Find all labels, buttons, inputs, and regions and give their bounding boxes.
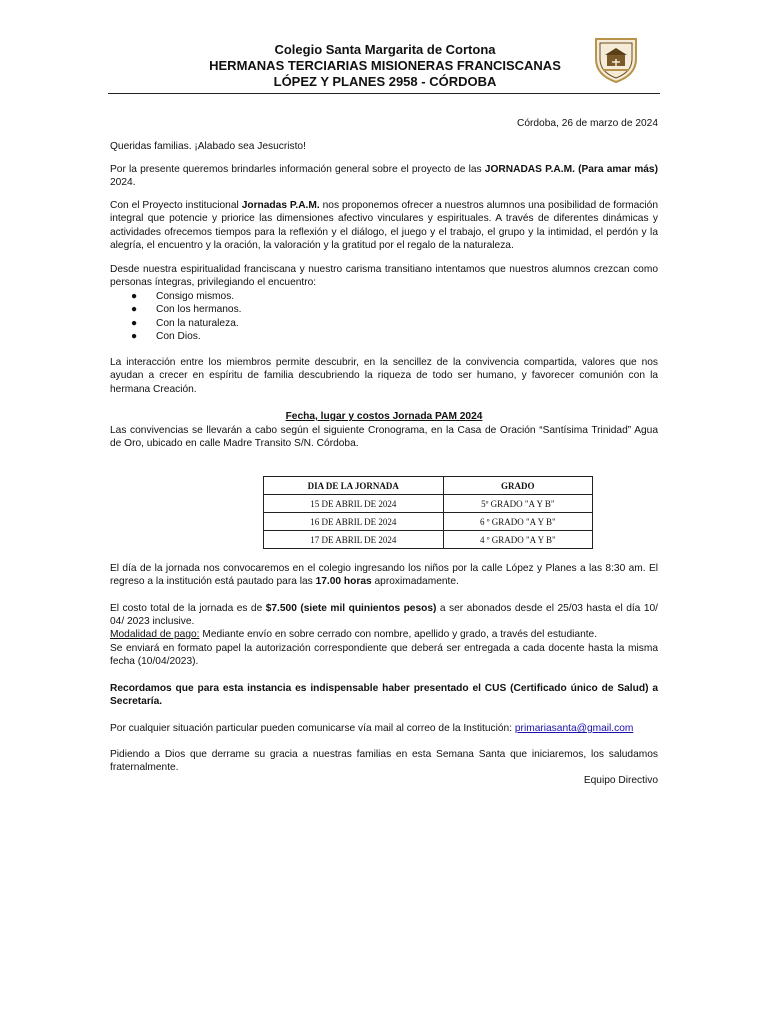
school-name: Colegio Santa Margarita de Cortona: [274, 42, 496, 57]
signature: Equipo Directivo: [583, 775, 658, 786]
closing-paragraph: Pidiendo a Dios que derrame su gracia a nuestras familias en esta Semana Santa que iniciaremos, los saludamos fraternalmente.: [110, 749, 658, 774]
encounter-list: [131, 290, 242, 344]
schedule-intro: Las convivencias se llevarán a cabo según el siguiente Cronograma, en la Casa de Oración “Santísima Trinidad” Agua de Oro, ubicado en calle Madre Transito S/N. Córdoba.: [110, 425, 658, 450]
payment-method: Modalidad de pago: Mediante envío en sobre cerrado con nombre, apellido y grado, a través del estudiante.: [110, 629, 598, 640]
list-item: ● Con Dios.: [131, 331, 201, 343]
column-header-day: DIA DE LA JORNADA: [264, 477, 444, 495]
bullet: ●: [131, 291, 138, 302]
bullet: ●: [131, 304, 138, 316]
cell-grade: 6 º GRADO "A Y B": [443, 513, 592, 531]
column-header-grade: GRADO: [443, 477, 592, 495]
header-divider: [108, 93, 660, 94]
spirituality-paragraph: Desde nuestra espiritualidad franciscana y nuestro carisma transitiano intentamos que nuestros alumnos crezcan como personas íntegras, privilegiando el encuentro:: [110, 264, 658, 289]
table-header-row: [264, 477, 593, 495]
cell-grade: 4 º GRADO "A Y B": [443, 531, 592, 549]
table-row: [264, 531, 593, 549]
payment-label: Modalidad de pago:: [110, 629, 200, 640]
school-crest-icon: [590, 33, 642, 85]
bullet: ●: [131, 331, 138, 343]
cell-day: 17 DE ABRIL DE 2024: [264, 531, 444, 549]
email-link[interactable]: primariasanta@gmail.com: [514, 723, 634, 734]
religious-order: HERMANAS TERCIARIAS MISIONERAS FRANCISCANAS: [209, 58, 561, 73]
interaction-paragraph: La interacción entre los miembros permite descubrir, en la sencillez de la convivencia compartida, valores que nos ayudan a crecer en espíritu de familia descubriendo la riqueza de todo ser humano, y favorecer comunión con la hermana Creación.: [110, 357, 658, 395]
bullet: ●: [131, 317, 138, 329]
cus-reminder: Recordamos que para esta instancia es indispensable haber presentado el CUS (Certificado único de Salud) a Secretaría.: [110, 683, 658, 708]
schedule-title: Fecha, lugar y costos Jornada PAM 2024: [285, 411, 483, 422]
contact-paragraph: Por cualquier situación particular pueden comunicarse vía mail al correo de la Institución: primariasanta@gmail.com: [110, 723, 634, 734]
intro-paragraph: Por la presente queremos brindarles información general sobre el proyecto de las JORNADAS P.A.M. (Para amar más) 2024.: [110, 164, 658, 189]
letter-date: Córdoba, 26 de marzo de 2024: [516, 118, 658, 129]
cell-day: 15 DE ABRIL DE 2024: [264, 495, 444, 513]
cell-grade: 5º GRADO "A Y B": [443, 495, 592, 513]
authorization-paragraph: Se enviará en formato papel la autorización correspondiente que deberá ser entregada a cada docente hasta la misma fecha (10/04/2023).: [110, 643, 658, 668]
list-item: ● Con los hermanos.: [131, 304, 242, 316]
cost-paragraph: El costo total de la jornada es de $7.500 (siete mil quinientos pesos) a ser abonados desde el 25/03 hasta el día 10/ 04/ 2023 inclusive.: [110, 603, 658, 628]
list-item: ● Con la naturaleza.: [131, 317, 239, 329]
schedule-table: [263, 476, 593, 549]
greeting: Queridas familias. ¡Alabado sea Jesucristo!: [110, 141, 306, 152]
project-paragraph: Con el Proyecto institucional Jornadas P.A.M. nos proponemos ofrecer a nuestros alumnos una posibilidad de formación integral que potencie y priorice las dimensiones afectivo vinculares y espirituales. A través de diferentes dinámicas y actividades ofrecemos tiempos para la reflexión y el diálogo, el juego y el trabajo, el grupo y la intimidad, el perdón y la alegría, el encuentro y la oración, la valoración y la gratitud por el regalo de la naturaleza.: [110, 200, 658, 252]
table-row: [264, 495, 593, 513]
school-address: LÓPEZ Y PLANES 2958 - CÓRDOBA: [273, 74, 497, 89]
cell-day: 16 DE ABRIL DE 2024: [264, 513, 444, 531]
table-row: [264, 513, 593, 531]
meeting-paragraph: El día de la jornada nos convocaremos en el colegio ingresando los niños por la calle López y Planes a las 8:30 am. El regreso a la institución está pautado para las 17.00 horas aproximadamente.: [110, 563, 658, 588]
letterhead: [110, 42, 660, 90]
list-item: ● Consigo mismos.: [131, 291, 235, 302]
